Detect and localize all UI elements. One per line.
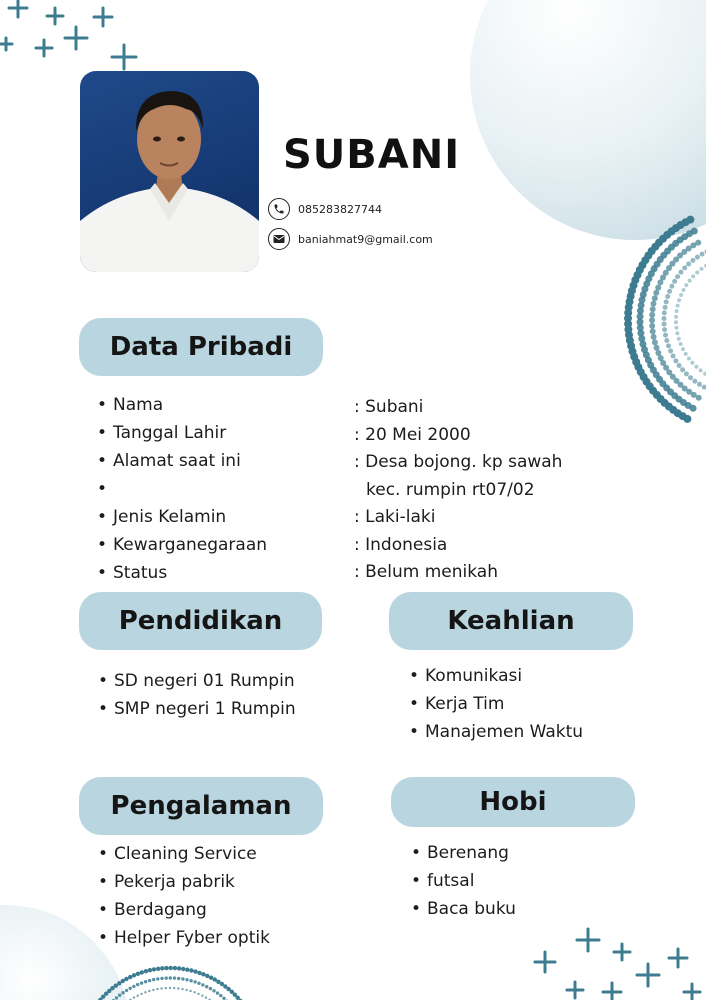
dot-decoration — [152, 967, 156, 971]
section-title-data-pribadi: Data Pribadi — [79, 318, 323, 376]
plus-decoration — [65, 27, 87, 49]
dot-decoration — [690, 361, 694, 365]
dot-decoration — [650, 328, 656, 334]
personal-values — [354, 394, 562, 587]
dot-decoration — [128, 975, 132, 979]
dot-decoration — [185, 968, 189, 972]
plus-decoration — [567, 982, 583, 998]
value-jenis-kelamin: : Laki-laki — [354, 507, 436, 527]
hobby-item: • futsal — [411, 867, 516, 895]
dot-decoration — [189, 979, 192, 982]
dot-decoration — [197, 993, 199, 995]
dot-decoration — [699, 368, 703, 372]
dot-decoration — [688, 279, 692, 283]
phone-icon — [268, 198, 290, 220]
dot-decoration — [662, 310, 667, 315]
dot-decoration — [181, 967, 185, 971]
plus-decoration — [535, 952, 555, 972]
phone-contact — [268, 198, 382, 220]
skill-item: • Kerja Tim — [409, 690, 583, 718]
plus-decoration — [9, 0, 27, 17]
label-kewarganegaraan: • Kewarganegaraan — [97, 531, 267, 559]
experience-item: • Helper Fyber optik — [98, 924, 270, 952]
dot-decoration — [700, 267, 704, 271]
dot-decoration — [674, 315, 678, 319]
phone-number: 085283827744 — [298, 202, 382, 216]
label-empty — [97, 475, 267, 503]
education-item: • SMP negeri 1 Rumpin — [98, 695, 296, 723]
dot-decoration — [680, 367, 685, 372]
dot-decoration — [691, 274, 695, 278]
dot-decoration — [124, 977, 128, 981]
dot-decoration — [662, 322, 667, 327]
dot-decoration — [679, 270, 684, 275]
dot-decoration — [197, 971, 201, 975]
dot-decoration — [222, 997, 225, 1000]
dot-decoration — [177, 966, 181, 970]
dot-decoration — [690, 258, 695, 263]
dot-decoration — [193, 969, 197, 973]
dot-decoration — [652, 295, 658, 301]
experience-item: • Berdagang — [98, 896, 270, 924]
dot-decoration — [684, 352, 688, 356]
dot-decoration — [152, 978, 155, 981]
section-title-pendidikan: Pendidikan — [79, 592, 322, 650]
dot-decoration — [695, 270, 699, 274]
dot-decoration — [653, 290, 659, 296]
dot-decoration — [667, 289, 672, 294]
dot-decoration — [673, 358, 678, 363]
profile-photo — [80, 71, 259, 272]
dot-decoration — [205, 996, 207, 998]
dot-decoration — [675, 309, 679, 313]
dot-decoration — [205, 985, 208, 988]
dot-decoration — [662, 316, 667, 321]
dot-decoration — [148, 968, 152, 972]
dot-decoration — [132, 973, 136, 977]
dot-decoration — [137, 995, 139, 997]
dot-decoration — [118, 994, 121, 997]
dot-decoration — [148, 990, 150, 992]
value-alamat-line-2: kec. rumpin rt07/02 — [366, 479, 535, 500]
dot-decoration — [212, 989, 215, 992]
dot-decoration — [687, 357, 691, 361]
dot-decoration — [144, 991, 146, 993]
dot-decoration — [694, 365, 698, 369]
hobby-item: • Baca buku — [411, 895, 516, 923]
dot-decoration — [193, 980, 196, 983]
dot-decoration — [185, 978, 188, 981]
dot-decoration — [649, 323, 655, 329]
dot-decoration — [140, 981, 143, 984]
dot-decoration — [669, 284, 674, 289]
dot-decoration — [144, 969, 148, 973]
plus-decoration — [94, 8, 112, 26]
dot-decoration — [164, 966, 168, 970]
dot-decoration — [674, 320, 678, 324]
dot-decoration — [181, 988, 183, 990]
dot-decoration — [662, 327, 667, 332]
dot-decoration — [165, 976, 168, 979]
dot-decoration — [136, 983, 139, 986]
dot-decoration — [177, 977, 180, 980]
plus-decoration — [577, 929, 599, 951]
hobby-item: • Berenang — [411, 839, 516, 867]
dot-decoration — [140, 970, 144, 974]
dot-decoration — [676, 304, 680, 308]
education-item: • SD negeri 01 Rumpin — [98, 667, 296, 695]
dot-decoration — [654, 345, 660, 351]
dot-decoration — [169, 966, 173, 970]
dot-decoration — [663, 305, 668, 310]
plus-decoration — [684, 984, 700, 1000]
dot-decoration — [700, 252, 705, 257]
personal-labels — [97, 391, 267, 587]
dot-decoration — [692, 379, 697, 384]
label-alamat: • Alamat saat ini — [97, 447, 267, 475]
dot-decoration — [156, 967, 160, 971]
dot-decoration — [668, 349, 673, 354]
email-address: baniahmat9@gmail.com — [298, 232, 433, 246]
dot-decoration — [686, 216, 694, 224]
dot-decoration — [173, 987, 175, 989]
dot-decoration — [173, 976, 176, 979]
dot-decoration — [136, 972, 140, 976]
dot-decoration — [160, 977, 163, 980]
dot-decoration — [189, 990, 191, 992]
dot-decoration — [156, 988, 158, 990]
dot-decoration — [197, 982, 200, 985]
dot-decoration — [675, 274, 680, 279]
plus-decoration — [0, 38, 12, 50]
hobby-list — [411, 839, 516, 923]
dot-decoration — [169, 987, 171, 989]
dot-decoration — [177, 987, 179, 989]
dot-decoration — [688, 375, 693, 380]
dot-decoration — [152, 989, 154, 991]
dot-decoration — [121, 991, 124, 994]
dot-decoration — [697, 382, 702, 387]
dot-decoration — [695, 255, 700, 260]
dot-decoration — [677, 363, 682, 368]
dot-decoration — [675, 331, 679, 335]
dot-decoration — [682, 265, 687, 270]
candidate-name: SUBANI — [283, 132, 461, 178]
skills-list — [409, 662, 583, 746]
dot-decoration — [671, 354, 676, 359]
dot-decoration — [655, 350, 661, 356]
plus-decoration — [112, 45, 136, 69]
email-contact — [268, 228, 433, 250]
dot-decoration — [677, 337, 681, 341]
dot-decoration — [185, 989, 187, 991]
dot-decoration — [129, 987, 132, 990]
dot-decoration — [652, 339, 658, 345]
experience-item: • Cleaning Service — [98, 840, 270, 868]
dot-decoration — [666, 343, 671, 348]
dot-decoration — [675, 326, 679, 330]
value-alamat: : Desa bojong. kp sawah — [354, 452, 563, 472]
dot-decoration — [691, 228, 698, 235]
dot-decoration — [649, 312, 655, 318]
dot-decoration — [160, 987, 162, 989]
dot-decoration — [140, 993, 142, 995]
education-list — [98, 667, 296, 723]
dot-decoration — [650, 306, 656, 312]
dot-decoration — [649, 317, 655, 323]
dot-decoration — [201, 972, 205, 976]
value-status: : Belum menikah — [354, 562, 498, 582]
value-tanggal-lahir: : 20 Mei 2000 — [354, 424, 471, 445]
plus-decoration — [614, 944, 630, 960]
dot-decoration — [677, 298, 681, 302]
dot-decoration — [686, 262, 691, 267]
plus-decoration — [47, 8, 63, 24]
skill-item: • Manajemen Waktu — [409, 718, 583, 746]
experience-list — [98, 840, 270, 952]
dot-decoration — [165, 987, 167, 989]
dot-decoration — [684, 371, 689, 376]
dot-decoration — [216, 991, 219, 994]
dot-decoration — [181, 977, 184, 980]
email-icon — [268, 228, 290, 250]
label-tanggal-lahir: • Tanggal Lahir — [97, 419, 267, 447]
dot-decoration — [156, 977, 159, 980]
dot-decoration — [702, 385, 706, 390]
skill-item: • Komunikasi — [409, 662, 583, 690]
label-jenis-kelamin: • Jenis Kelamin — [97, 503, 267, 531]
plus-decoration — [603, 983, 621, 1000]
dot-decoration — [665, 294, 670, 299]
dot-decoration — [682, 288, 686, 292]
dot-decoration — [160, 966, 164, 970]
dot-decoration — [651, 301, 657, 307]
dot-decoration — [679, 293, 683, 297]
dot-decoration — [672, 279, 677, 284]
dot-decoration — [209, 987, 212, 990]
dot-decoration — [169, 976, 172, 979]
label-nama: • Nama — [97, 391, 267, 419]
dot-decoration — [684, 283, 688, 287]
dot-decoration — [664, 299, 669, 304]
dot-decoration — [125, 989, 128, 992]
dot-decoration — [144, 980, 147, 983]
dot-decoration — [679, 342, 683, 346]
dot-decoration — [663, 333, 668, 338]
label-status: • Status — [97, 559, 267, 587]
dot-decoration — [201, 983, 204, 986]
dot-decoration — [664, 338, 669, 343]
section-title-hobi: Hobi — [391, 777, 635, 827]
section-title-keahlian: Keahlian — [389, 592, 633, 650]
plus-decoration — [669, 949, 687, 967]
dot-decoration — [205, 974, 209, 978]
dot-decoration — [201, 995, 203, 997]
dot-decoration — [133, 996, 135, 998]
value-nama: : Subani — [354, 397, 424, 417]
dot-decoration — [148, 979, 151, 982]
experience-item: • Pekerja pabrik — [98, 868, 270, 896]
dot-decoration — [193, 991, 195, 993]
dot-decoration — [651, 334, 657, 340]
dot-decoration — [115, 996, 118, 999]
dot-decoration — [695, 240, 701, 246]
dot-decoration — [173, 966, 177, 970]
dot-decoration — [681, 347, 685, 351]
dot-decoration — [658, 355, 664, 361]
dot-decoration — [132, 985, 135, 988]
dot-decoration — [655, 285, 661, 291]
plus-decoration — [637, 964, 659, 986]
plus-decoration — [36, 40, 52, 56]
value-kewarganegaraan: : Indonesia — [354, 534, 448, 555]
dot-decoration — [219, 994, 222, 997]
dot-decoration — [189, 968, 193, 972]
section-title-pengalaman: Pengalaman — [79, 777, 323, 835]
